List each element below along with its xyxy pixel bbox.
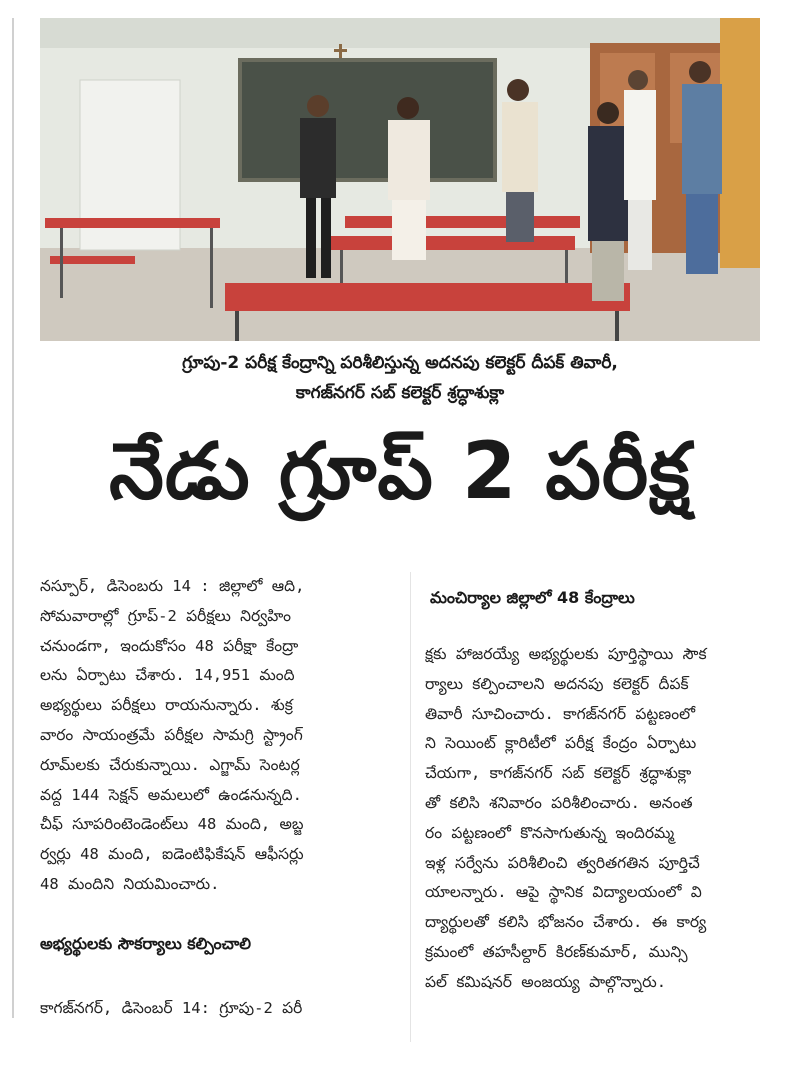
left-subheading: అభ్యర్థులకు సౌకర్యాలు కల్పించాలి bbox=[40, 934, 251, 953]
right-line: ని సెయింట్ క్లారిటీలో పరీక్ష కేంద్రం ఏర్పాటు bbox=[425, 734, 697, 753]
right-line: రం పట్టణంలో కొనసాగుతున్న ఇందిరమ్మ bbox=[425, 823, 675, 842]
left-line: రూమ్‌లకు చేరుకున్నాయి. ఎగ్జామ్ సెంటర్ల bbox=[40, 755, 300, 774]
caption-line-2: కాగజ్‌నగర్ సబ్ కలెక్టర్ శ్రద్ధాశుక్లా bbox=[295, 383, 505, 403]
left-line: చనుండగా, ఇందుకోసం 48 పరీక్షా కేంద్రా bbox=[40, 636, 299, 655]
headline: నేడు గ్రూప్ 2 పరీక్ష bbox=[109, 427, 691, 517]
right-subheading: మంచిర్యాల జిల్లాలో 48 కేంద్రాలు bbox=[430, 588, 635, 607]
news-photo bbox=[40, 18, 760, 341]
left-line: లను ఏర్పాటు చేశారు. 14,951 మంది bbox=[40, 666, 295, 685]
right-line: తివారీ సూచించారు. కాగజ్‌నగర్ పట్టణంలో bbox=[425, 704, 696, 723]
right-line: ద్యార్థులతో కలిసి భోజనం చేశారు. ఈ కార్య bbox=[425, 913, 707, 932]
right-line: క్రమంలో తహసీల్దార్ కిరణ్‌కుమార్, మున్సి bbox=[425, 942, 688, 961]
right-line: చేయగా, కాగజ్‌నగర్ సబ్ కలెక్టర్ శ్రద్ధాశుక్లా bbox=[425, 764, 692, 783]
left-column-tail: కాగజ్‌నగర్, డిసెంబర్ 14: గ్రూపు-2 పరీ bbox=[40, 999, 303, 1017]
column-divider bbox=[410, 572, 411, 1042]
left-line: నస్పూర్, డిసెంబరు 14 : జిల్లాలో ఆది, bbox=[40, 577, 305, 595]
left-line: అభ్యర్థులు పరీక్షలు రాయనున్నారు. శుక్ర bbox=[40, 696, 293, 715]
caption-line-1: గ్రూపు-2 పరీక్ష కేంద్రాన్ని పరిశీలిస్తున్న అదనపు కలెక్టర్ దీపక్ తివారీ, bbox=[182, 353, 618, 373]
right-line: యాలన్నారు. ఆపై స్థానిక విద్యాలయంలో వి bbox=[425, 883, 702, 902]
right-line: తో కలిసి శనివారం పరిశీలించారు. అనంత bbox=[425, 793, 693, 812]
left-line: చీఫ్ సూపరింటెండెంట్‌లు 48 మంది, అబ్జ bbox=[40, 815, 304, 834]
right-column-body bbox=[425, 640, 765, 998]
left-line: ర్వర్లు 48 మంది, ఐడెంటిఫికేషన్ ఆఫీసర్లు bbox=[40, 845, 304, 864]
photo-caption bbox=[40, 348, 760, 408]
right-line: పల్ కమిషనర్ అంజయ్య పాల్గొన్నారు. bbox=[425, 972, 667, 991]
page-edge-rule bbox=[12, 18, 14, 1018]
right-line: ఇళ్ల సర్వేను పరిశీలించి త్వరితగతిన పూర్తిచే bbox=[425, 853, 700, 872]
left-line: వారం సాయంత్రమే పరీక్షల సామగ్రి స్ట్రాంగ్ bbox=[40, 725, 303, 744]
classroom-photo-illustration bbox=[40, 18, 760, 341]
right-line: క్షకు హాజరయ్యే అభ్యర్థులకు పూర్తిస్థాయి సౌక bbox=[425, 645, 707, 663]
right-line: ర్యాలు కల్పించాలని అదనపు కలెక్టర్ దీపక్ bbox=[425, 674, 689, 693]
left-column-body bbox=[40, 572, 402, 900]
left-line: వద్ద 144 సెక్షన్ అమలులో ఉండనున్నది. bbox=[40, 785, 302, 804]
left-line: సోమవారాల్లో గ్రూప్-2 పరీక్షలు నిర్వహిం bbox=[40, 606, 292, 625]
left-line: 48 మందిని నియమించారు. bbox=[40, 874, 220, 893]
